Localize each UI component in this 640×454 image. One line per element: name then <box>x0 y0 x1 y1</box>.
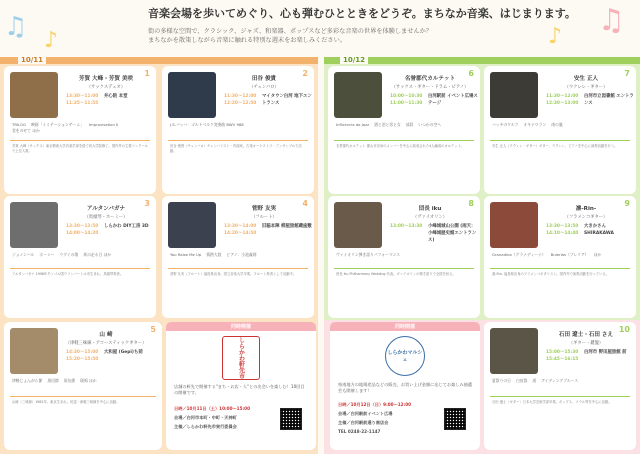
performer-genre: （サックス・ギター・ドラム・ピアノ） <box>391 85 469 90</box>
performer-genre: （フラメンコギター） <box>564 215 608 220</box>
program-list <box>492 378 630 384</box>
program-item: ほか <box>593 252 602 257</box>
performer-name: 山 崎 <box>99 332 113 338</box>
program-item: 黒田節 <box>47 378 59 383</box>
performer-card <box>162 66 314 194</box>
performer-photo <box>490 202 538 248</box>
performer-card <box>4 322 162 450</box>
performer-genre: （チェンバロ） <box>249 85 279 90</box>
performer-genre: （津軽三味線・アコースティックギター） <box>65 341 147 346</box>
event-badge: 同時開催 <box>230 324 251 330</box>
divider <box>490 396 630 397</box>
page-header <box>0 0 640 56</box>
performer-photo <box>168 72 216 118</box>
performer-name: 田谷 俊貴 <box>251 76 277 82</box>
card-number: 1 <box>144 69 150 78</box>
divider <box>10 396 156 397</box>
venue-name: 大きかさん SHIRAKAWA <box>584 224 614 236</box>
performer-card <box>328 196 480 318</box>
qr-code-icon[interactable] <box>444 408 466 430</box>
schedule-times <box>224 94 256 108</box>
performer-bio: 石田 遼士（ギター）日本大学芸術学部卒業。ポップス、ソウル等を中心に活動。 <box>492 400 612 404</box>
schedule-time: 14:20〜14:50 <box>224 230 257 236</box>
event-description: 店舗の軒先で開催する"まち・お店・人"との出会いを楽しむ！10回目の開催です。 <box>174 384 305 396</box>
performer-bio: 凛-Rin- 福島県出身のフラメンコギタリスト。国内外で演奏活動を行っている。 <box>492 272 610 276</box>
program-item: J.S.バッハ：ゴルトベルク変奏曲 BWV 988 <box>170 122 244 127</box>
event-logo: しらかわマルシェ <box>385 336 425 376</box>
program-item: 情熱大陸 <box>206 252 222 257</box>
schedule-times <box>66 224 98 238</box>
schedule-times <box>66 350 98 364</box>
music-note-icon: ♪ <box>548 24 563 49</box>
venue-name: 旧脇本陣 柳屋旅館蔵座敷 <box>262 224 312 229</box>
program-item: ジョノンハル <box>12 252 35 257</box>
program-item: Bulerías（ブレリア） <box>550 252 589 257</box>
event-date: 日時／10月12日（日）9:00〜12:00 <box>338 402 412 407</box>
program-list <box>12 122 150 134</box>
schedule-times <box>390 94 422 108</box>
event-logo: しらかわ軒先市 <box>222 336 260 380</box>
schedule-time: 11:30〜12:00 <box>546 94 579 99</box>
performer-card <box>484 66 636 194</box>
schedule-time: 11:25〜11:55 <box>66 100 99 106</box>
event-venue: 会場／白河市本町・中町・天神町 <box>174 415 237 420</box>
performer-bio: 団長 iku Philharmony Wedding 代表。ヴァイオリンの弾き語りで全国を回る。 <box>336 272 456 276</box>
divider <box>334 268 474 269</box>
schedule-times <box>546 350 578 364</box>
performer-name: 菅野 友実 <box>251 206 277 212</box>
program-list <box>492 252 630 258</box>
program-list <box>170 252 308 258</box>
performer-genre: （サックスデュオ） <box>86 85 126 90</box>
schedule-time: 13:30〜13:50 <box>546 224 579 229</box>
card-number: 2 <box>302 69 308 78</box>
performer-name: 芳賀 大峰・芳賀 美咲 <box>78 76 134 82</box>
performer-name: 凛-Rin- <box>575 206 597 212</box>
program-item: 部員 <box>405 122 414 127</box>
program-item: Improvisation II <box>88 122 119 127</box>
program-item: 夏祭りの日 <box>492 378 511 383</box>
schedule-time: 12:20〜12:50 <box>224 100 257 106</box>
performer-card <box>4 66 156 194</box>
schedule-time: 15:00〜15:30 <box>546 350 579 355</box>
schedule-times <box>224 224 256 238</box>
schedule-time: 14:00〜14:20 <box>66 230 99 236</box>
performer-photo <box>10 202 58 248</box>
performer-name: 安生 正人 <box>573 76 599 82</box>
venue-name: 小峰城城山公園 (雨天：小峰城歴史館エントランス) <box>428 224 477 243</box>
qr-code-icon[interactable] <box>280 408 302 430</box>
schedule-time: 15:20〜15:50 <box>66 356 99 362</box>
card-number: 3 <box>144 199 150 208</box>
program-item: You Raise Me Up <box>170 252 202 257</box>
performer-bio: 名誉郡代カルテット 郡山市出身のメンバーを中心に結成された4人編成のカルテット。 <box>336 144 464 148</box>
divider <box>168 140 308 141</box>
music-note-icon: ♫ <box>4 12 28 42</box>
performer-photo <box>10 328 58 374</box>
program-item: 道 <box>532 378 537 383</box>
program-list <box>170 122 308 128</box>
divider <box>168 268 308 269</box>
event-tel: TEL 0248-22-1147 <box>338 429 381 434</box>
event-badge: 同時開催 <box>394 324 415 330</box>
schedule-time: 14:10〜14:40 <box>546 230 579 236</box>
program-list <box>12 378 156 384</box>
event-description: 県南地方の地場産品などの販売、お買い上げ金額に応じてお楽しみ抽選会も開催します！ <box>338 382 473 394</box>
schedule-times <box>546 224 578 238</box>
performer-genre: （ギター・鍵盤） <box>568 341 604 346</box>
schedule-time: 14:30〜15:00 <box>66 350 99 355</box>
program-item: 津軽じょんがら節 <box>12 378 43 383</box>
program-item: Influencia do Jazz <box>336 122 370 127</box>
venue-name: 大和屋 (Gepi)ち前 <box>104 350 143 355</box>
event-organizer: 主催／しらかわ軒先市実行委員会 <box>174 424 237 429</box>
date-bar-left <box>0 57 318 64</box>
page-subtitle: まちなかを散策しながら音楽に触れる特別な週末をお楽しみください。 <box>148 37 346 44</box>
page-title: 音楽会場を歩いてめぐり、心も弾むひとときをどうぞ。まちなか音楽、はじまります。 <box>148 7 576 20</box>
schedule-time: 11:00〜11:30 <box>390 100 423 106</box>
performer-name: 名誉郡代カルテット <box>404 76 456 82</box>
card-number: 6 <box>468 69 474 78</box>
venue-name: 白河市立図書館 エントランス <box>584 94 634 106</box>
schedule-time: 13:30〜14:00 <box>224 224 257 229</box>
schedule-time: 15:45〜16:15 <box>546 356 579 362</box>
card-number: 5 <box>150 325 156 334</box>
program-item: ヴァイオリン弾き語りパフォーマンス <box>336 252 401 257</box>
venue-name: 井心院 本堂 <box>104 94 128 99</box>
schedule-time: 13:30〜11:00 <box>66 94 99 99</box>
performer-name: 団長 iku <box>418 206 442 212</box>
program-item: 映画「イミテーションゲーム」 <box>31 122 84 127</box>
program-item: オキナワラン <box>523 122 547 127</box>
performer-genre: （ウクレレ・ギター） <box>564 85 608 90</box>
page-subtitle: 街の多様な空間で、クラシック、ジャズ、和楽器、ポップスなど多彩な音楽の世界を体験しませんか？ <box>148 28 432 35</box>
program-item: 白夜祭 <box>515 378 528 383</box>
performer-photo <box>490 328 538 374</box>
event-card-right <box>330 322 480 450</box>
divider <box>10 140 150 141</box>
performer-bio: 田谷 俊貴（チェンバロ）チェンバリスト・作曲家。古楽オーケストラ・アンサンブルで活動。 <box>170 144 302 153</box>
performer-photo <box>490 72 538 118</box>
venue-name: 白河市 野田屋旅館 前 <box>584 350 627 355</box>
card-number: 9 <box>624 199 630 208</box>
program-list <box>336 252 474 258</box>
performer-card <box>162 196 314 318</box>
program-item: いつかの空へ <box>418 122 442 127</box>
music-note-icon: ♫ <box>598 3 625 38</box>
program-item: 君をのせて ほか <box>12 128 40 134</box>
divider <box>490 140 630 141</box>
program-item: 南の風 <box>551 122 563 127</box>
schedule-time: 13:00〜13:30 <box>390 224 423 229</box>
program-item: ピアノ：小池義則 <box>226 252 257 257</box>
program-item: TRILOG <box>12 122 26 127</box>
schedule-times <box>546 94 578 108</box>
performer-photo <box>334 202 382 248</box>
schedule-time: 12:30〜13:00 <box>546 100 579 106</box>
performer-bio: アルタンバガナ 1998年モンゴル国ウランバートル市生まれ。馬頭琴奏者。 <box>12 272 124 276</box>
divider <box>334 140 474 141</box>
date-bar-right <box>324 57 640 64</box>
card-number: 7 <box>624 69 630 78</box>
performer-bio: 山崎（三味線）1982年、東京生まれ。民謡・津軽三味線を中心に活動。 <box>12 400 120 404</box>
performer-name: 石田 遼士・石田 さえ <box>558 332 614 338</box>
performer-genre: （フルート） <box>251 215 277 220</box>
event-card-left <box>166 322 316 450</box>
date-label-right: 10/12 <box>340 56 368 64</box>
program-item: 炭坑節 <box>63 378 76 383</box>
performer-name: アルタンバガナ <box>86 206 126 212</box>
program-item: 酒と泪と男と女 <box>374 122 401 127</box>
venue-name: 白河駅前 イベント広場ステージ <box>428 94 478 106</box>
card-number: 10 <box>618 325 630 334</box>
schedule-time: 10:00〜10:30 <box>390 94 423 99</box>
program-item: Granadina（グラナディーナ） <box>492 252 546 257</box>
performer-bio: 菅野 友実（フルート）福島県出身。国立音楽大学卒業。フルート奏者として活動中。 <box>170 272 297 276</box>
performer-genre: （馬頭琴・ホーミー） <box>84 215 128 220</box>
performer-card <box>328 66 480 194</box>
program-list <box>336 122 474 128</box>
performer-photo <box>10 72 58 118</box>
performer-photo <box>168 202 216 248</box>
divider <box>490 268 630 269</box>
performer-bio: 芳賀 大峰（サックス）東京藝術大学音楽学部を経て同大学院修了。国内外の主要コンクールで上位入賞。 <box>12 144 148 153</box>
performer-card <box>484 322 636 450</box>
program-list <box>492 122 630 128</box>
program-item: ウグイの歌 <box>59 252 79 257</box>
performer-card <box>484 196 636 318</box>
program-item: アイディングブルース <box>541 378 579 383</box>
divider <box>10 268 150 269</box>
music-note-icon: ♪ <box>44 28 59 53</box>
performer-bio: 安生 正人（ウクレレ・ギター）ギター、ウクレレ、ピアノを中心に演奏活動を行う。 <box>492 144 618 148</box>
card-number: 8 <box>468 199 474 208</box>
performer-genre: （ヴァイオリン） <box>412 215 448 220</box>
program-item: ホーミー <box>39 252 55 257</box>
schedule-times <box>66 94 98 108</box>
program-list <box>12 252 150 258</box>
schedule-times <box>390 224 422 231</box>
event-date: 日時／10月11日（土）10:00〜15:00 <box>174 406 251 411</box>
program-item: 馬の走る日 ほか <box>83 252 112 257</box>
performer-photo <box>334 72 382 118</box>
venue-name: マイタウン白河 地下エントランス <box>262 94 312 106</box>
program-item: ハッキのワルツ <box>492 122 519 127</box>
performer-card <box>4 196 156 318</box>
schedule-time: 11:30〜12:00 <box>224 94 257 99</box>
schedule-time: 13:30〜13:50 <box>66 224 99 229</box>
card-number: 4 <box>302 199 308 208</box>
program-item: 斑鳩 ほか <box>80 378 97 383</box>
date-label-left: 10/11 <box>18 56 46 64</box>
event-venue: 会場／白河駅前イベント広場 <box>338 411 393 416</box>
event-organizer: 主催／白河駅前通り商店会 <box>338 420 389 425</box>
venue-name: しらかわ DIY工房 3D <box>104 224 149 229</box>
